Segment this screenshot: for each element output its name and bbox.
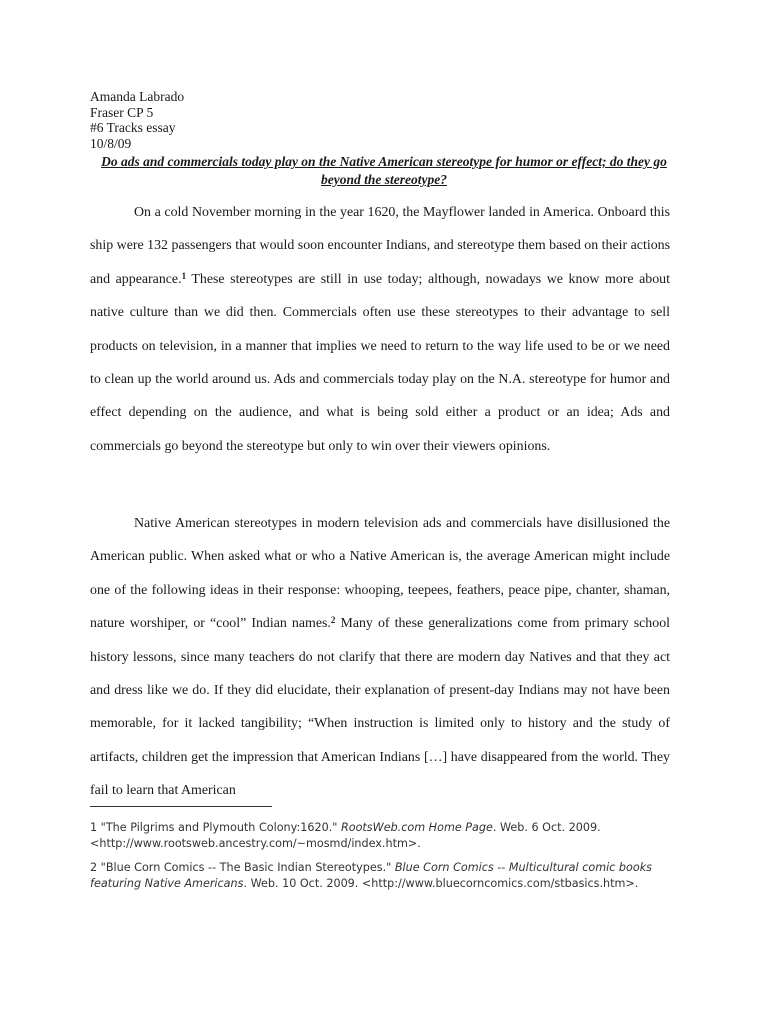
footnote-1-text: "The Pilgrims and Plymouth Colony:1620." xyxy=(97,821,341,834)
footnote-2-number: 2 xyxy=(90,861,98,874)
footnote-1-details: . Web. 6 Oct. 2009. <http://www.rootsweb.ancestry.com/~mosmd/index.htm>. xyxy=(90,821,601,850)
paragraph-2-text-a: Native American stereotypes in modern television ads and commercials have disillusioned the American public. When asked what or who a Native American is, the average American might include one of the following ideas in their response: whooping, teepees, feathers, peace pipe, chanter, shaman, nature worshiper, or “cool” Indian names. xyxy=(90,516,670,632)
footnote-1 xyxy=(90,820,690,851)
footnote-separator xyxy=(90,806,272,807)
footnote-ref-1: 1 xyxy=(181,270,187,281)
class-period: Fraser CP 5 xyxy=(90,104,154,120)
paragraph-2 xyxy=(90,507,670,808)
footnote-2-details: . Web. 10 Oct. 2009. <http://www.bluecorncomics.com/stbasics.htm>. xyxy=(243,876,639,890)
footnote-1-source: RootsWeb.com Home Page xyxy=(340,821,493,834)
footnote-2 xyxy=(90,860,690,891)
paragraph-1 xyxy=(90,196,670,463)
footnote-1-number: 1 xyxy=(90,821,98,834)
author-name: Amanda Labrado xyxy=(90,89,185,104)
essay-date: 10/8/09 xyxy=(90,135,132,151)
essay-header xyxy=(90,89,184,151)
paragraph-2-text-b: Many of these generalizations come from primary school history lessons, since many teachers do not clarify that there are modern day Natives and that they act and dress like we do. If they did elucidate, their explanation of present-day Indians may not have been memorable, for it lacked tangibility; “When instruction is limited only to history and the study of artifacts, children get the impression that American Indians […] have disappeared from the world. They fail to learn that American xyxy=(90,616,670,799)
essay-title: Do ads and commercials today play on the Native American stereotype for humor or effect; do they go beyond the stereotype? xyxy=(101,154,667,187)
assignment-name: #6 Tracks essay xyxy=(90,120,176,135)
footnote-2-text: "Blue Corn Comics -- The Basic Indian Stereotypes." xyxy=(97,861,395,874)
footnotes xyxy=(90,820,690,900)
paragraph-1-text-a: On a cold November morning in the year 1620, the Mayflower landed in America. Onboard this ship were 132 passengers that would soon encounter Indians, and stereotype them based on their actions and appearance. xyxy=(90,205,670,287)
paragraph-1-text-b: These stereotypes are still in use today; although, nowadays we know more about native culture than we did then. Commercials often use these stereotypes to their advantage to sell products on television, in a manner that implies we need to return to the way life used to be or we need to clean up the world around us. Ads and commercials today play on the N.A. stereotype for humor and effect depending on the audience, and what is being sold either a product or an idea; Ads and commercials go beyond the stereotype but only to win over their viewers opinions. xyxy=(90,271,670,454)
footnote-ref-2: 2 xyxy=(330,615,336,626)
footnote-2-source: Blue Corn Comics -- Multicultural comic books featuring Native Americans xyxy=(90,861,653,890)
